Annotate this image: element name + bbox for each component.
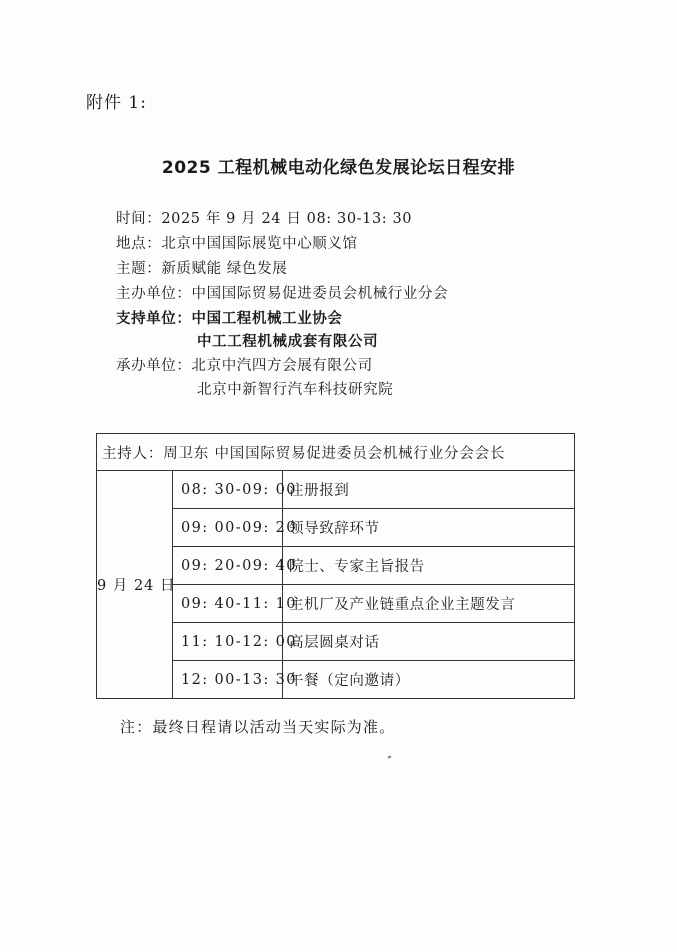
info-host-org: [116, 282, 448, 303]
info-support-value-2: 中工工程机械成套有限公司: [197, 333, 379, 350]
info-support-label: 支持单位：: [116, 310, 192, 327]
info-time-value: 2025 年 9 月 24 日 08: 30-13: 30: [161, 211, 413, 227]
info-time-label: 时间：: [116, 211, 162, 227]
time-cell: 09: 20-09: 40: [173, 547, 283, 585]
agenda-item-cell: 午餐（定向邀请）: [283, 661, 575, 699]
info-organizer-label: 承办单位：: [116, 358, 192, 374]
time-cell: 09: 00-09: 20: [173, 509, 283, 547]
time-cell: 09: 40-11: 10: [173, 585, 283, 623]
date-cell: 9 月 24 日: [97, 471, 173, 699]
info-theme-label: 主题：: [116, 261, 162, 277]
info-host-org-label: 主办单位：: [116, 286, 192, 302]
agenda-item-cell: 高层圆桌对话: [283, 623, 575, 661]
info-place-value: 北京中国国际展览中心顺义馆: [161, 236, 358, 252]
moderator-cell: 主持人：周卫东 中国国际贸易促进委员会机械行业分会会长: [97, 434, 575, 471]
table-row: [97, 434, 575, 471]
attachment-label: 附件 1:: [86, 93, 147, 113]
agenda-item-cell: 领导致辞环节: [283, 509, 575, 547]
info-theme: [116, 257, 287, 278]
info-host-org-value: 中国国际贸易促进委员会机械行业分会: [191, 286, 449, 302]
info-theme-value: 新质赋能 绿色发展: [161, 261, 288, 277]
agenda-item-cell: 注册报到: [283, 471, 575, 509]
info-support-value-1: 中国工程机械工业协会: [191, 310, 343, 327]
info-place-label: 地点：: [116, 236, 162, 252]
agenda-item-cell: 院士、专家主旨报告: [283, 547, 575, 585]
document-title: 2025 工程机械电动化绿色发展论坛日程安排: [161, 158, 516, 178]
info-organizer-value-1: 北京中汽四方会展有限公司: [191, 358, 373, 374]
scan-speck: [388, 755, 392, 758]
footnote: 注：最终日程请以活动当天实际为准。: [120, 718, 396, 736]
time-cell: 12: 00-13: 30: [173, 661, 283, 699]
info-support: [116, 307, 343, 328]
time-cell: 08: 30-09: 00: [173, 471, 283, 509]
info-time: [116, 207, 412, 228]
info-organizer-value-2: 北京中新智行汽车科技研究院: [197, 382, 394, 398]
table-row: [97, 471, 575, 509]
time-cell: 11: 10-12: 00: [173, 623, 283, 661]
info-place: [116, 232, 358, 253]
schedule-table: [96, 433, 575, 699]
agenda-item-cell: 主机厂及产业链重点企业主题发言: [283, 585, 575, 623]
info-organizer: [116, 354, 373, 375]
